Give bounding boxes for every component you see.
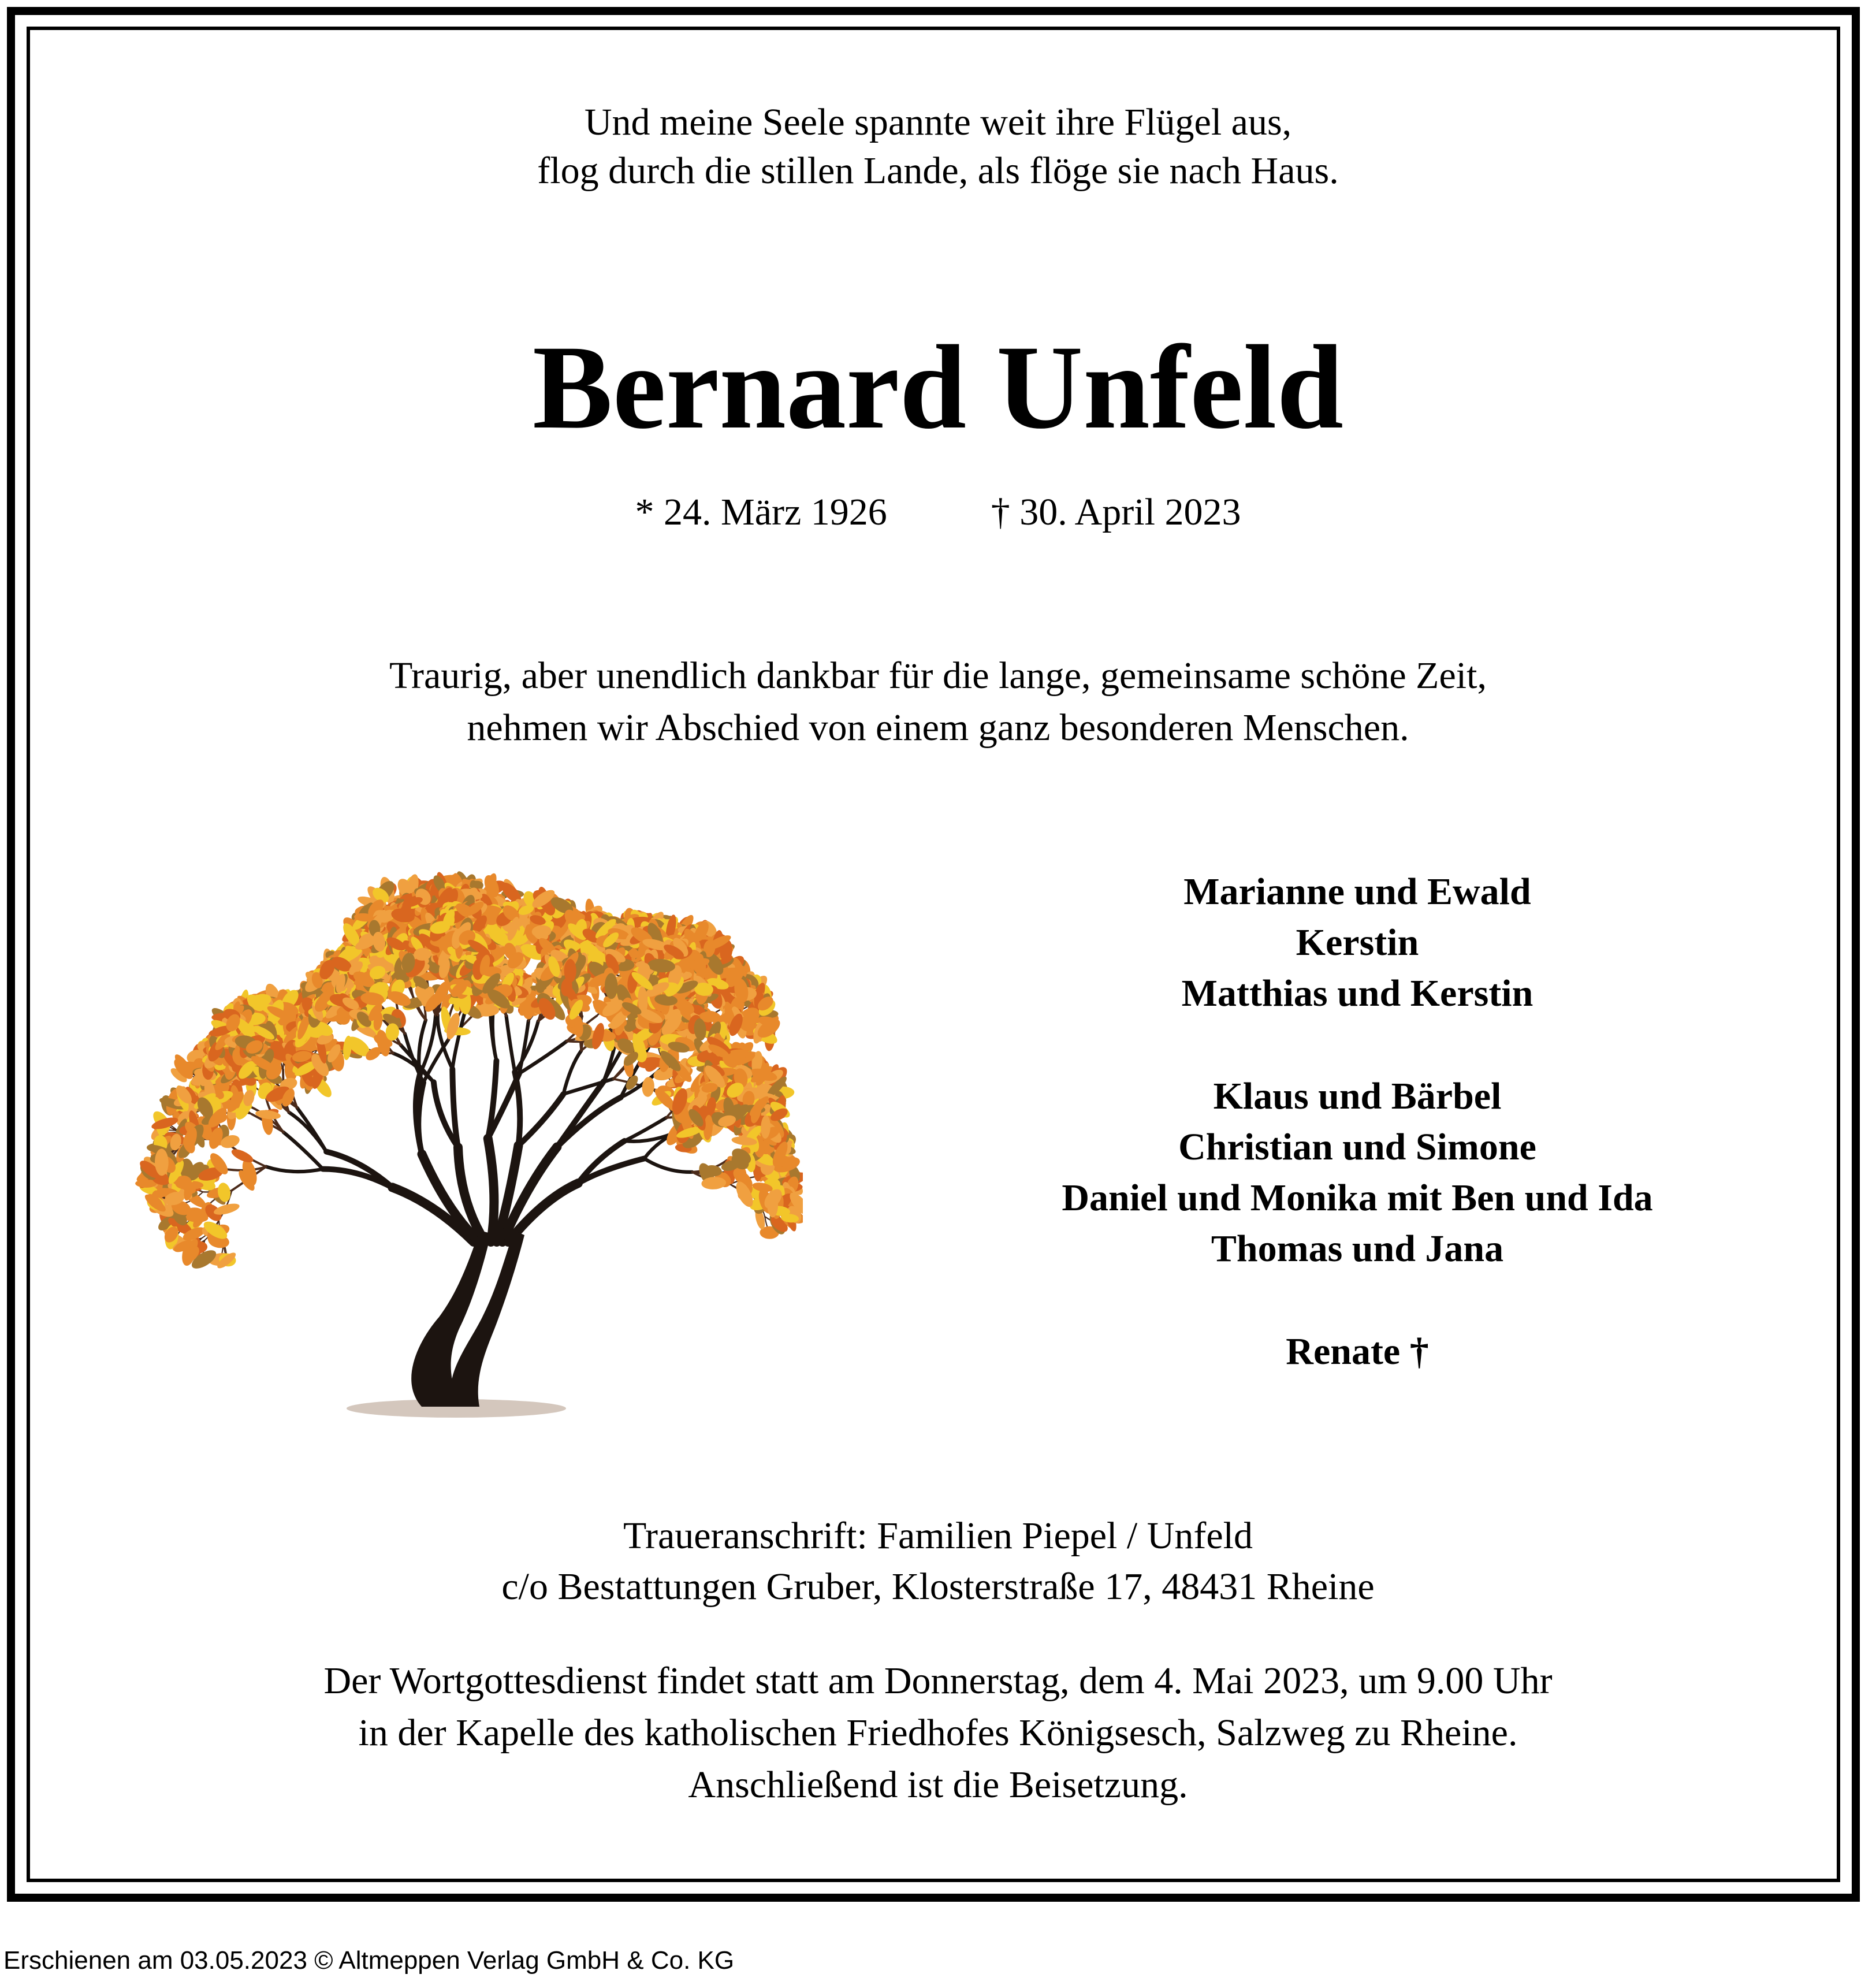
autumn-tree-icon (98, 826, 803, 1421)
poem (0, 98, 1876, 195)
branch (515, 1072, 520, 1146)
branch (507, 1016, 515, 1072)
sorrow-line-1: Traurig, aber unendlich dankbar für die lange, gemeinsame schöne Zeit, (389, 655, 1487, 697)
branch (422, 1154, 479, 1242)
poem-line-1: Und meine Seele spannte weit ihre Flügel aus, (584, 101, 1292, 143)
life-dates (0, 488, 1876, 537)
branch (418, 1083, 423, 1154)
poem-line-2: flog durch die stillen Lande, als flöge sie nach Haus. (537, 150, 1339, 192)
branch (297, 1108, 326, 1152)
branch (488, 1139, 494, 1242)
sorrow-text (0, 650, 1876, 754)
branch (518, 1094, 563, 1146)
branch (644, 1158, 692, 1172)
sorrow-line-2: nehmen wir Abschied von einem ganz besonderen Menschen. (467, 707, 1409, 749)
death-date: † 30. April 2023 (991, 491, 1241, 533)
branch (266, 1167, 323, 1172)
deceased-name: Bernard Unfeld (533, 321, 1343, 453)
birth-date: * 24. März 1926 (635, 491, 887, 533)
branch (563, 1051, 581, 1094)
